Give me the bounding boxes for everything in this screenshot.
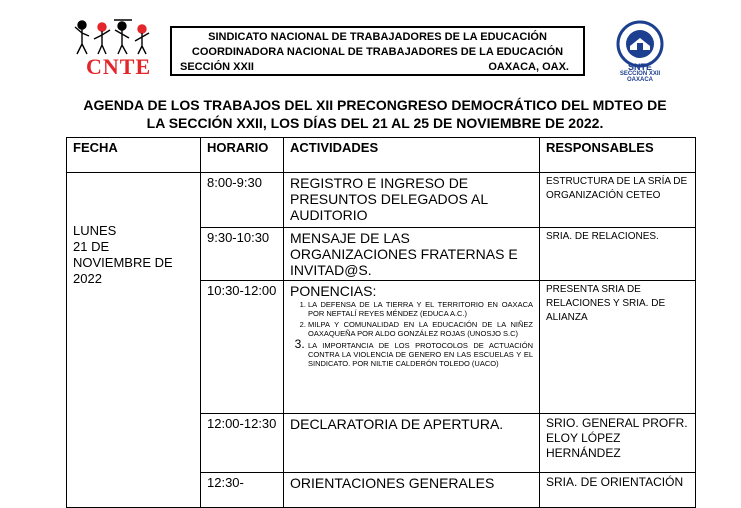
activity-cell: REGISTRO E INGRESO DE PRESUNTOS DELEGADOS AL AUDITORIO bbox=[284, 173, 540, 228]
section-label: SECCIÓN XXII bbox=[180, 61, 254, 73]
hour-cell: 8:00-9:30 bbox=[201, 173, 284, 228]
responsible-cell: SRIA. DE ORIENTACIÓN bbox=[540, 473, 696, 508]
institution-line-2: COORDINADORA NACIONAL DE TRABAJADORES DE LA EDUCACIÓN bbox=[191, 46, 564, 58]
activity-cell: ORIENTACIONES GENERALES bbox=[284, 473, 540, 508]
date-year: 2022 bbox=[73, 271, 102, 286]
snte-seal-section: SECCION XXII bbox=[619, 71, 661, 77]
ponencias-label: PONENCIAS: bbox=[290, 283, 377, 299]
header-fecha: FECHA bbox=[67, 138, 201, 173]
ponencias-list bbox=[290, 300, 533, 368]
table-row bbox=[67, 173, 696, 228]
cnte-figures-icon bbox=[72, 16, 168, 56]
responsible-cell: SRIO. GENERAL PROFR. ELOY LÓPEZ HERNÁNDEZ bbox=[540, 414, 696, 473]
date-number: 21 DE bbox=[73, 239, 110, 254]
document-header bbox=[0, 0, 741, 90]
date-day: LUNES bbox=[73, 223, 117, 238]
hour-cell: 10:30-12:00 bbox=[201, 281, 284, 414]
responsible-cell: SRIA. DE RELACIONES. bbox=[540, 228, 696, 281]
hour-cell: 9:30-10:30 bbox=[201, 228, 284, 281]
header-responsables: RESPONSABLES bbox=[540, 138, 696, 173]
date-month: NOVIEMBRE DE bbox=[73, 255, 173, 270]
snte-seal-label: SNTE bbox=[627, 62, 652, 72]
cnte-logo bbox=[72, 16, 168, 80]
date-cell bbox=[67, 173, 201, 508]
snte-seal bbox=[604, 20, 676, 84]
header-horario: HORARIO bbox=[201, 138, 284, 173]
agenda-title-line-2: LA SECCIÓN XXII, LOS DÍAS DEL 21 AL 25 DE NOVIEMBRE DE 2022. bbox=[146, 115, 604, 131]
hour-cell: 12:30- bbox=[201, 473, 284, 508]
activity-cell bbox=[284, 281, 540, 414]
list-item: 2. MILPA Y COMUNALIDAD EN LA EDUCACIÓN DE LA NIÑEZ OAXAQUEÑA POR ALDO GONZÁLEZ ROJAS (UNOSJO S.C) bbox=[308, 320, 533, 338]
hour-cell: 12:00-12:30 bbox=[201, 414, 284, 473]
activity-cell: MENSAJE DE LAS ORGANIZACIONES FRATERNAS E INVITAD@S. bbox=[284, 228, 540, 281]
agenda-title-line-1: AGENDA DE LOS TRABAJOS DEL XII PRECONGRESO DEMOCRÁTICO DEL MDTEO DE bbox=[83, 97, 667, 113]
location-label: OAXACA, OAX. bbox=[488, 61, 569, 73]
agenda-title bbox=[60, 96, 690, 132]
cnte-logo-text: CNTE bbox=[86, 54, 152, 79]
activity-cell: DECLARATORIA DE APERTURA. bbox=[284, 414, 540, 473]
responsible-cell: PRESENTA SRIA DE RELACIONES Y SRIA. DE ALIANZA bbox=[540, 281, 696, 414]
agenda-table bbox=[66, 137, 696, 508]
responsible-cell: ESTRUCTURA DE LA SRÍA DE ORGANIZACIÓN CETEO bbox=[540, 173, 696, 228]
list-item: 1. LA DEFENSA DE LA TIERRA Y EL TERRITORIO EN OAXACA POR NEFTALÍ REYES MÉNDEZ (EDUCA A.C.) bbox=[308, 300, 533, 318]
snte-seal-city: OAXACA bbox=[626, 77, 653, 83]
list-item: 3. LA IMPORTANCIA DE LOS PROTOCOLOS DE ACTUACIÓN CONTRA LA VIOLENCIA DE GENERO EN LAS ESCUELAS Y EL SINDICATO. POR NILTIE CALDERÓN TOLEDO (UACO) bbox=[308, 340, 533, 368]
institution-box bbox=[170, 26, 585, 76]
header-actividades: ACTIVIDADES bbox=[284, 138, 540, 173]
institution-line-1: SINDICATO NACIONAL DE TRABAJADORES DE LA EDUCACIÓN bbox=[208, 31, 547, 43]
table-header-row bbox=[67, 138, 696, 173]
